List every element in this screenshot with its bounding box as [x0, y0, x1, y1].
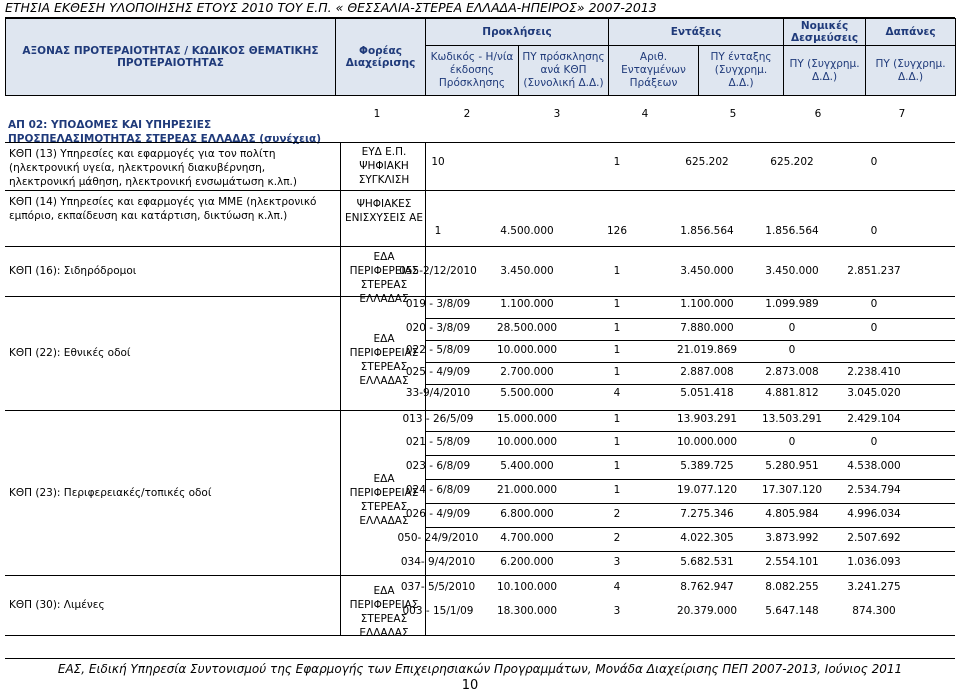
table-cell: 4 — [613, 387, 621, 399]
row-divider — [425, 527, 955, 528]
table-cell: 7.275.346 — [680, 508, 734, 520]
table-cell: 6.200.000 — [500, 556, 554, 568]
table-cell: 126 — [606, 225, 628, 237]
column-divider — [340, 142, 341, 635]
table-cell: 8.082.255 — [765, 581, 819, 593]
table-cell: 18.300.000 — [496, 605, 558, 617]
table-header — [5, 18, 956, 96]
table-cell: 10 — [431, 156, 445, 168]
table-cell: 4.805.984 — [765, 508, 819, 520]
table-cell: 022 - 5/8/09 — [405, 344, 471, 356]
table-cell: 0 — [788, 344, 796, 356]
header-axis: ΑΞΟΝΑΣ ΠΡΟΤΕΡΑΙΟΤΗΤΑΣ / ΚΩΔΙΚΟΣ ΘΕΜΑΤΙΚΗΣ ΠΡΟΤΕΡΑΙΟΤΗΤΑΣ — [6, 19, 336, 96]
table-cell: 5.051.418 — [680, 387, 734, 399]
group-label: ΚΘΠ (16): Σιδηρόδρομοι — [9, 265, 137, 277]
table-cell: 021 - 5/8/09 — [405, 436, 471, 448]
row-divider — [5, 190, 955, 191]
row-divider — [425, 551, 955, 552]
table-cell: 024 - 6/8/09 — [405, 484, 471, 496]
table-cell: 1.100.000 — [680, 298, 734, 310]
header-inclusions: Εντάξεις — [609, 19, 784, 46]
column-number: 1 — [373, 108, 381, 120]
table-cell: 1 — [613, 322, 621, 334]
row-divider — [425, 384, 955, 385]
table-cell: 874.300 — [852, 605, 896, 617]
table-cell: 1 — [613, 460, 621, 472]
table-cell: 13.903.291 — [676, 413, 738, 425]
group-agency: ΕΔΑ ΠΕΡΙΦΕΡΕΙΑΣ ΣΤΕΡΕΑΣ ΕΛΛΑΔΑΣ — [349, 472, 419, 527]
table-cell: 034- 9/4/2010 — [400, 556, 476, 568]
header-num-operations: Αριθ. Ενταγμένων Πράξεων — [609, 46, 699, 96]
table-cell: 3.045.020 — [847, 387, 901, 399]
table-cell: 5.389.725 — [680, 460, 734, 472]
table-cell: 023 - 6/8/09 — [405, 460, 471, 472]
header-calls: Προκλήσεις — [426, 19, 609, 46]
table-cell: 4.996.034 — [847, 508, 901, 520]
table-cell: 3.450.000 — [500, 265, 554, 277]
table-cell: 1 — [613, 366, 621, 378]
table-cell: 4.881.812 — [765, 387, 819, 399]
table-cell: 5.280.951 — [765, 460, 819, 472]
group-agency: ΕΔΑ ΠΕΡΙΦΕΡΕΙΑΣ ΣΤΕΡΕΑΣ ΕΛΛΑΔΑΣ — [349, 333, 419, 387]
table-cell: 4.500.000 — [500, 225, 554, 237]
table-cell: 1.036.093 — [847, 556, 901, 568]
group-label: ΚΘΠ (13) Υπηρεσίες και εφαρμογές για τον πολίτη (ηλεκτρονική υγεία, ηλεκτρονική διακυβέρνηση, ηλεκτρονική μάθηση, ηλεκτρονική ενσωμάτωση κ.λπ.) — [9, 148, 297, 188]
table-cell: 2.507.692 — [847, 532, 901, 544]
table-cell: 17.307.120 — [761, 484, 823, 496]
header-call-code: Κωδικός - Η/νία έκδοσης Πρόσκλησης — [426, 46, 519, 96]
row-divider — [425, 340, 955, 341]
group-label: ΚΘΠ (22): Εθνικές οδοί — [9, 347, 131, 359]
axis-title: ΑΠ 02: ΥΠΟΔΟΜΕΣ ΚΑΙ ΥΠΗΡΕΣΙΕΣ ΠΡΟΣΠΕΛΑΣΙΜΟΤΗΤΑΣ ΣΤΕΡΕΑΣ ΕΛΛΑΔΑΣ (συνέχεια) — [8, 119, 322, 145]
table-cell: 5.400.000 — [500, 460, 554, 472]
table-cell: 0 — [870, 225, 878, 237]
row-divider — [425, 455, 955, 456]
column-number: 4 — [641, 108, 649, 120]
table-cell: 050- 24/9/2010 — [397, 532, 479, 544]
table-cell: 2.238.410 — [847, 366, 901, 378]
table-cell: 1 — [434, 225, 442, 237]
row-divider — [425, 503, 955, 504]
table-cell: 4.700.000 — [500, 532, 554, 544]
table-cell: 1.100.000 — [500, 298, 554, 310]
table-cell: 10.000.000 — [496, 436, 558, 448]
table-cell: 3 — [613, 605, 621, 617]
table-cell: 020 - 3/8/09 — [405, 322, 471, 334]
table-cell: 21.000.000 — [496, 484, 558, 496]
table-cell: 2.700.000 — [500, 366, 554, 378]
table-cell: 1 — [613, 156, 621, 168]
table-cell: 026 - 4/9/09 — [405, 508, 471, 520]
group-agency: ΕΥΔ Ε.Π. ΨΗΦΙΑΚΗ ΣΥΓΚΛΙΣΗ — [358, 146, 410, 186]
table-cell: 2.554.101 — [765, 556, 819, 568]
header-commitments: Νομικές Δεσμεύσεις — [784, 19, 866, 46]
row-divider — [425, 479, 955, 480]
group-agency: ΕΔΑ ΠΕΡΙΦΕΡΕΙΑΣ ΣΤΕΡΕΑΣ ΕΛΛΑΔΑΣ — [349, 251, 419, 305]
table-cell: 055-2/12/2010 — [399, 265, 477, 277]
table-cell: 037- 5/5/2010 — [400, 581, 476, 593]
row-divider — [425, 575, 955, 576]
table-cell: 21.019.869 — [676, 344, 738, 356]
table-cell: 1.099.989 — [765, 298, 819, 310]
table-cell: 025 - 4/9/09 — [405, 366, 471, 378]
page-number: 10 — [461, 678, 479, 693]
group-agency: ΨΗΦΙΑΚΕΣ ΕΝΙΣΧΥΣΕΙΣ ΑΕ — [345, 198, 423, 224]
table-cell: 2.429.104 — [847, 413, 901, 425]
table-cell: 013 - 26/5/09 — [402, 413, 474, 425]
header-expense-budget: ΠΥ (Συγχρημ. Δ.Δ.) — [866, 46, 956, 96]
column-number: 2 — [463, 108, 471, 120]
table-cell: 1 — [613, 265, 621, 277]
table-cell: 625.202 — [770, 156, 814, 168]
row-divider — [5, 410, 955, 411]
table-cell: 1.856.564 — [765, 225, 819, 237]
group-label: ΚΘΠ (14) Υπηρεσίες και εφαρμογές για ΜΜΕ (ηλεκτρονικό εμπόριο, εκπαίδευση και κατάρτιση, δικτύωση κ.λπ.) — [9, 196, 317, 222]
table-cell: 0 — [870, 298, 878, 310]
row-divider — [5, 635, 955, 636]
table-cell: 4 — [613, 581, 621, 593]
row-divider — [5, 246, 955, 247]
table-cell: 019 - 3/8/09 — [405, 298, 471, 310]
header-inclusion-budget: ΠΥ ένταξης (Συγχρημ. Δ.Δ.) — [699, 46, 784, 96]
table-cell: 3.873.992 — [765, 532, 819, 544]
table-cell: 3.450.000 — [765, 265, 819, 277]
table-cell: 10.000.000 — [496, 344, 558, 356]
column-number: 7 — [898, 108, 906, 120]
table-cell: 13.503.291 — [761, 413, 823, 425]
table-cell: 3.450.000 — [680, 265, 734, 277]
header-agency: Φορέας Διαχείρισης — [336, 19, 426, 96]
table-cell: 8.762.947 — [680, 581, 734, 593]
header-commitment-budget: ΠΥ (Συγχρημ. Δ.Δ.) — [784, 46, 866, 96]
table-cell: 2 — [613, 532, 621, 544]
column-number: 5 — [729, 108, 737, 120]
table-cell: 2.887.008 — [680, 366, 734, 378]
header-expenses: Δαπάνες — [866, 19, 956, 46]
table-cell: 10.100.000 — [496, 581, 558, 593]
table-cell: 5.682.531 — [680, 556, 734, 568]
table-cell: 1 — [613, 436, 621, 448]
row-divider — [425, 318, 955, 319]
group-label: ΚΘΠ (23): Περιφερειακές/τοπικές οδοί — [9, 486, 212, 499]
table-cell: 4.538.000 — [847, 460, 901, 472]
table-cell: 1 — [613, 344, 621, 356]
table-cell: 1 — [613, 413, 621, 425]
table-cell: 6.800.000 — [500, 508, 554, 520]
table-cell: 1 — [613, 298, 621, 310]
table-cell: 7.880.000 — [680, 322, 734, 334]
table-cell: 1 — [613, 484, 621, 496]
table-cell: 3.241.275 — [847, 581, 901, 593]
row-divider — [425, 362, 955, 363]
table-cell: 5.647.148 — [765, 605, 819, 617]
table-cell: 28.500.000 — [496, 322, 558, 334]
table-cell: 0 — [870, 436, 878, 448]
table-cell: 10.000.000 — [676, 436, 738, 448]
header-call-budget: ΠΥ πρόσκλησης ανά ΚΘΠ (Συνολική Δ.Δ.) — [519, 46, 609, 96]
page-title: ΕΤΗΣΙΑ ΕΚΘΕΣΗ ΥΛΟΠΟΙΗΣΗΣ ΕΤΟΥΣ 2010 ΤΟΥ Ε.Π. « ΘΕΣΣΑΛΙΑ-ΣΤΕΡΕΑ ΕΛΛΑΔΑ-ΗΠΕΙΡΟΣ» 2007-2013 — [5, 0, 955, 18]
column-number: 3 — [553, 108, 561, 120]
table-cell: 3 — [613, 556, 621, 568]
table-cell: 2.534.794 — [847, 484, 901, 496]
table-cell: 33-9/4/2010 — [405, 387, 471, 399]
table-cell: 1.856.564 — [680, 225, 734, 237]
table-cell: 003 - 15/1/09 — [402, 605, 474, 617]
row-divider — [425, 431, 955, 432]
table-cell: 15.000.000 — [496, 413, 558, 425]
table-cell: 0 — [870, 322, 878, 334]
table-cell: 0 — [870, 156, 878, 168]
table-cell: 5.500.000 — [500, 387, 554, 399]
group-label: ΚΘΠ (30): Λιμένες — [9, 599, 105, 611]
group-agency: ΕΔΑ ΠΕΡΙΦΕΡΕΙΑΣ ΣΤΕΡΕΑΣ ΕΛΛΑΔΑΣ — [349, 585, 419, 639]
table-cell: 625.202 — [685, 156, 729, 168]
table-cell: 2 — [613, 508, 621, 520]
table-cell: 2.851.237 — [847, 265, 901, 277]
row-divider — [5, 296, 955, 297]
table-cell: 0 — [788, 322, 796, 334]
table-cell: 19.077.120 — [676, 484, 738, 496]
table-cell: 4.022.305 — [680, 532, 734, 544]
footer: ΕΑΣ, Ειδική Υπηρεσία Συντονισμού της Εφαρμογής των Επιχειρησιακών Προγραμμάτων, Μονάδα Διαχείρισης ΠΕΠ 2007-2013, Ιούνιος 2011 — [5, 658, 955, 676]
table-cell: 0 — [788, 436, 796, 448]
table-cell: 20.379.000 — [676, 605, 738, 617]
column-number: 6 — [814, 108, 822, 120]
row-divider — [5, 142, 955, 143]
table-cell: 2.873.008 — [765, 366, 819, 378]
